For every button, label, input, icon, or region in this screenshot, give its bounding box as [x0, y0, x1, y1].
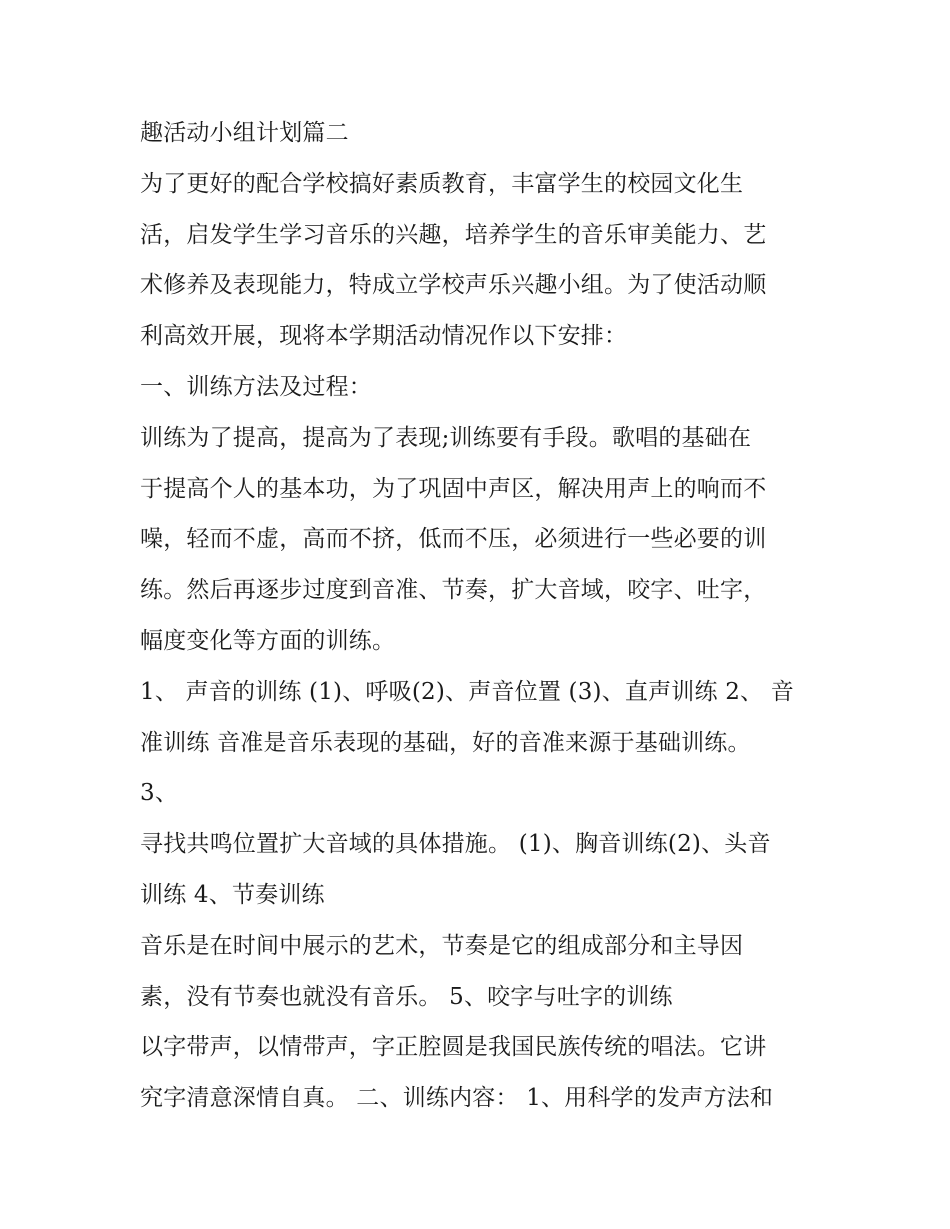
text-line: 音乐是在时间中展示的艺术，节奏是它的组成部分和主导因 [140, 932, 744, 959]
text-line: 于提高个人的基本功，为了巩固中声区，解决用声上的响而不 [140, 475, 767, 502]
text-line: 利高效开展，现将本学期活动情况作以下安排： [140, 323, 628, 350]
text-line: 寻找共鸣位置扩大音域的具体措施。 (1)、胸音训练(2)、头音 [140, 831, 771, 858]
text-line: 训练为了提高，提高为了表现;训练要有手段。歌唱的基础在 [140, 424, 752, 451]
text-line: 准训练 音准是音乐表现的基础，好的音准来源于基础训练。 [140, 729, 751, 756]
text-line: 活，启发学生学习音乐的兴趣，培养学生的音乐审美能力、艺 [140, 221, 767, 248]
text-line: 噪，轻而不虚，高而不挤，低而不压，必须进行一些必要的训 [140, 526, 767, 553]
section-heading: 趣活动小组计划篇二 [140, 120, 349, 146]
subsection-heading: 一、训练方法及过程： [140, 373, 372, 400]
document-body [140, 108, 820, 1124]
text-line: 训练 4、节奏训练 [140, 881, 325, 908]
text-line: 3、 [140, 780, 179, 807]
text-line: 为了更好的配合学校搞好素质教育，丰富学生的校园文化生 [140, 170, 744, 197]
text-line: 素，没有节奏也就没有音乐。 5、咬字与吐字的训练 [140, 983, 673, 1010]
text-line: 1、 声音的训练 (1)、呼吸(2)、声音位置 (3)、直声训练 2、 音 [140, 678, 794, 705]
text-line: 术修养及表现能力，特成立学校声乐兴趣小组。为了使活动顺 [140, 272, 767, 299]
text-line: 以字带声，以情带声，字正腔圆是我国民族传统的唱法。它讲 [140, 1034, 767, 1061]
text-line: 究字清意深情自真。 二、训练内容： 1、用科学的发声方法和 [140, 1085, 774, 1112]
text-line: 幅度变化等方面的训练。 [140, 627, 396, 654]
text-line: 练。然后再逐步过度到音准、节奏，扩大音域，咬字、吐字， [140, 577, 767, 604]
